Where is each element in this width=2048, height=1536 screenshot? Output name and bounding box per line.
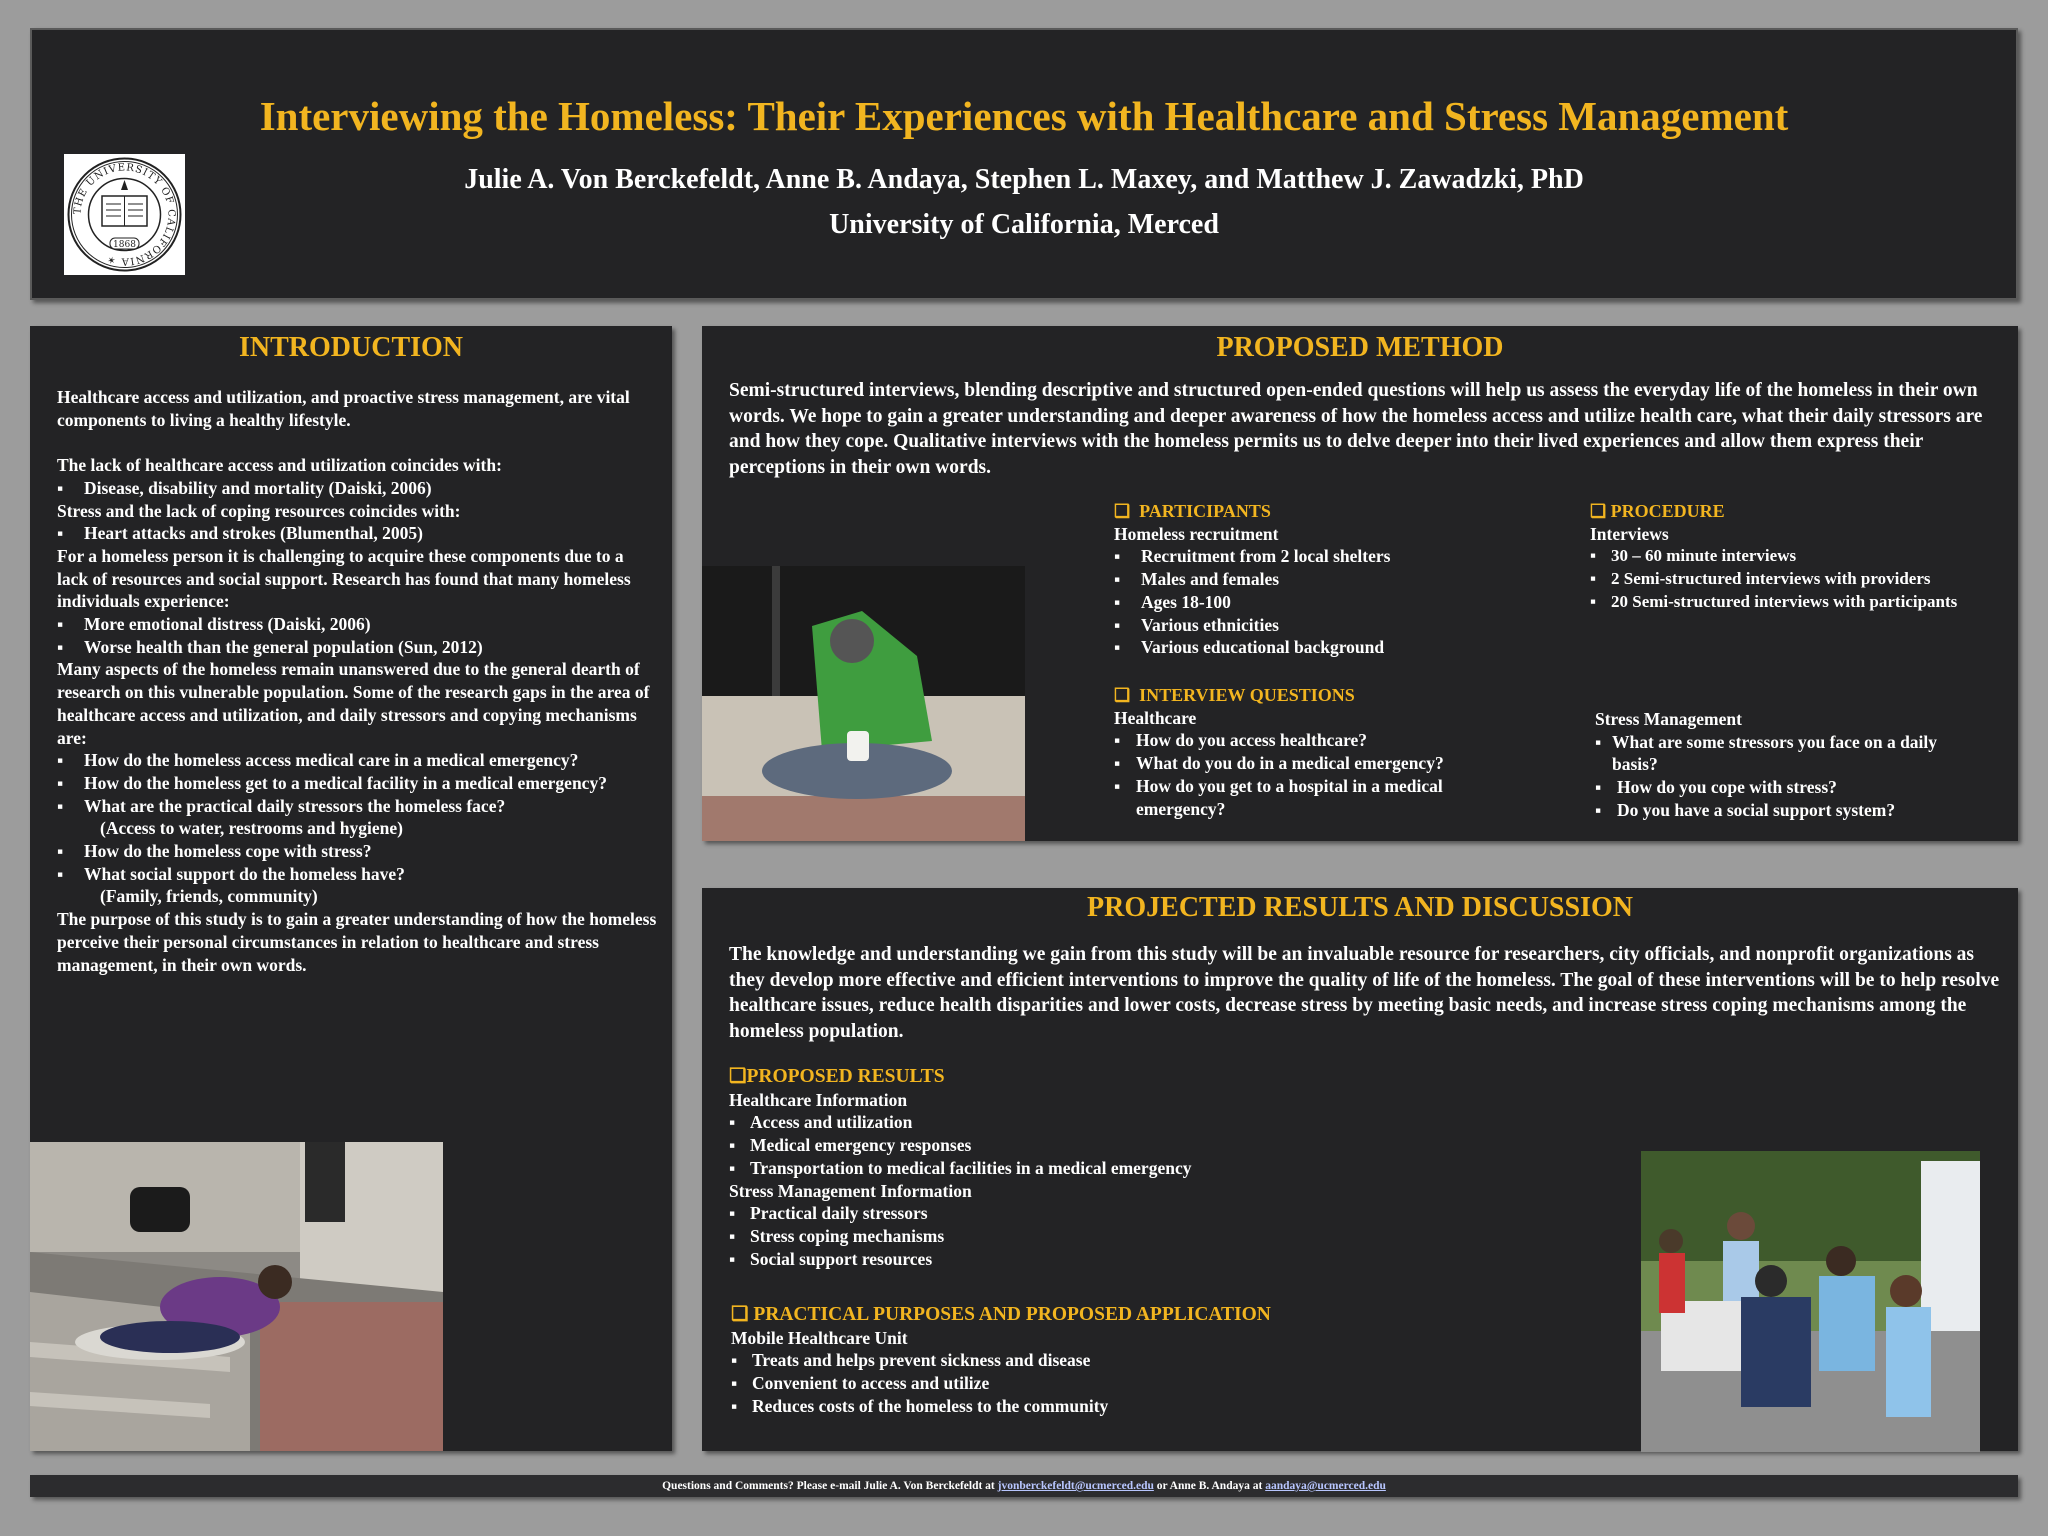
list-item: ▪ How do the homeless get to a medical facility in a medical emergency? [57,772,657,795]
list-item: ▪ How do you get to a hospital in a medical emergency? [1114,775,1496,820]
proposed-method-panel [702,326,2018,841]
stress-questions-block [1595,708,1975,822]
list-item: ▪ Do you have a social support system? [1595,799,1975,822]
method-description: Semi-structured interviews, blending descriptive and structured open-ended questions will help us assess the everyday life of the homeless in their own words. We hope to gain a greater understanding and deeper awareness of how the homeless access and utilize health care, what their daily stressors are and how they cope. Qualitative interviews with the homeless permits us to delve deeper into their lived experiences and allow them express their perceptions in their own words. [729,380,1983,478]
stress-questions-list [1595,731,1975,822]
email-link-anne[interactable]: aandaya@ucmerced.edu [1265,1480,1386,1492]
interview-questions-block [1114,684,1514,820]
checkbox-bullet-icon: ❑ [1114,501,1140,521]
list-item: ▪ Treats and helps prevent sickness and disease [731,1349,1431,1372]
procedure-label: Interviews [1590,523,1669,544]
list-item: ▪ More emotional distress (Daiski, 2006) [57,613,657,636]
list-item: ▪ Recruitment from 2 local shelters [1114,545,1514,568]
homeless-man-sleeping-photo [30,1142,443,1451]
poster-header [30,28,2018,300]
list-item: ▪ 30 – 60 minute interviews [1590,545,2010,568]
list-item: ▪ How do the homeless access medical care in a medical emergency? [57,749,657,772]
intro-paragraph: The purpose of this study is to gain a greater understanding of how the homeless perceive their personal circumstances in relation to healthcare and stress management, in their own words. [57,909,657,975]
intro-paragraph: Many aspects of the homeless remain unanswered due to the general dearth of research on this vulnerable population. Some of the research gaps in the area of healthcare access and utilization, and daily stressors and copying mechanisms are: [57,659,650,748]
procedure-block [1590,500,2010,614]
list-item: ▪ How do you access healthcare? [1114,729,1514,752]
poster-authors: Julie A. Von Berckefeldt, Anne B. Andaya, Stephen L. Maxey, and Matthew J. Zawadzki, PhD [464,164,1584,195]
list-item: ▪ What are the practical daily stressors the homeless face? [57,795,657,818]
healthcare-info-label: Healthcare Information [729,1089,908,1110]
practical-purposes-block [731,1304,1431,1418]
list-item: ▪ Transportation to medical facilities in a medical emergency [729,1157,1329,1180]
intro-paragraph: The lack of healthcare access and utilization coincides with: [57,455,502,476]
checkbox-bullet-icon: ❑ [1590,501,1611,521]
method-heading: PROPOSED METHOD [1216,332,1504,363]
email-link-julie[interactable]: jvonberckefeldt@ucmerced.edu [997,1480,1154,1492]
healthcare-info-list [729,1111,1329,1179]
mobile-unit-label: Mobile Healthcare Unit [731,1327,908,1348]
stress-info-label: Stress Management Information [729,1180,972,1201]
svg-text:1868: 1868 [113,240,136,250]
list-item: ▪ Heart attacks and strokes (Blumenthal, 2005) [57,522,657,545]
checkbox-bullet-icon: ❑ [729,1066,747,1087]
proposed-results-block [729,1066,1329,1270]
list-item: ▪ Reduces costs of the homeless to the community [731,1395,1431,1418]
list-item: ▪ Ages 18-100 [1114,591,1514,614]
list-item: ▪ How do you cope with stress? [1595,776,1975,799]
poster-title: Interviewing the Homeless: Their Experiences with Healthcare and Stress Management [259,93,1789,139]
checkbox-bullet-icon: ❑ [1114,685,1140,705]
list-item: ▪ What are some stressors you face on a daily basis? [1595,731,1942,776]
list-subnote: (Access to water, restrooms and hygiene) [100,818,403,839]
svg-text:THE UNIVERSITY OF CALIFORNIA ✶: THE UNIVERSITY OF CALIFORNIA ✶ [72,162,177,267]
results-heading: PROJECTED RESULTS AND DISCUSSION [1087,892,1633,923]
list-item: ▪ Medical emergency responses [729,1134,1329,1157]
intro-paragraph: Stress and the lack of coping resources coincides with: [57,500,461,521]
list-item: ▪ How do the homeless cope with stress? [57,840,657,863]
participants-list [1114,545,1514,659]
stress-management-label: Stress Management [1595,709,1742,729]
list-item: ▪ Practical daily stressors [729,1202,1329,1225]
footer-text: or Anne B. Andaya at [1156,1480,1263,1492]
results-description: The knowledge and understanding we gain from this study will be an invaluable resource for researchers, city officials, and nonprofit organizations as they develop more effective and efficient interventions to improve the quality of life of the homeless. The goal of these interventions will be to help resolve healthcare issues, reduce health disparities and lower costs, decrease stress by meeting basic needs, and increase stress coping mechanisms among the homeless population. [729,944,2000,1042]
poster-affiliation: University of California, Merced [829,209,1219,240]
proposed-results-heading: ❑PROPOSED RESULTS [729,1066,945,1087]
participants-heading: ❑ PARTICIPANTS [1114,501,1271,521]
healthcare-questions-list [1114,729,1514,820]
list-item: ▪ Stress coping mechanisms [729,1225,1329,1248]
list-subnote: (Family, friends, community) [100,886,318,907]
footer-text: Questions and Comments? Please e-mail Julie A. Von Berckefeldt at [662,1480,995,1492]
list-item: ▪ Males and females [1114,568,1514,591]
healthcare-label: Healthcare [1114,707,1197,728]
intro-list [57,477,657,500]
list-item: ▪ Disease, disability and mortality (Daiski, 2006) [57,477,657,500]
list-item: ▪ 20 Semi-structured interviews with participants [1590,591,2010,614]
intro-paragraph: Healthcare access and utilization, and proactive stress management, are vital components to living a healthy lifestyle. [57,387,630,430]
list-item: ▪ What social support do the homeless have? [57,863,657,886]
intro-paragraph: For a homeless person it is challenging to acquire these components due to a lack of resources and social support. Research has found that many homeless individuals experience: [57,545,631,612]
participants-label: Homeless recruitment [1114,523,1279,544]
list-item: ▪ Social support resources [729,1248,1329,1271]
introduction-heading: INTRODUCTION [238,332,464,363]
intro-list [57,749,657,908]
introduction-panel [30,326,672,1451]
projected-results-panel [702,888,2018,1451]
procedure-heading: ❑ PROCEDURE [1590,501,1725,521]
homeless-person-sitting-photo [702,566,1025,841]
list-item: ▪ Worse health than the general population (Sun, 2012) [57,636,657,659]
poster-footer [30,1475,2018,1497]
list-item: ▪ Access and utilization [729,1111,1329,1134]
stress-info-list [729,1202,1329,1270]
mobile-healthcare-unit-photo [1641,1151,1980,1452]
participants-block [1114,500,1514,659]
intro-list [57,613,657,658]
checkbox-bullet-icon: ❑ [731,1304,754,1325]
practical-list [731,1349,1431,1417]
list-item: ▪ Various educational background [1114,636,1514,659]
practical-purposes-heading: ❑ PRACTICAL PURPOSES AND PROPOSED APPLICATION [731,1304,1271,1325]
interview-questions-heading: ❑ INTERVIEW QUESTIONS [1114,685,1355,705]
list-item: ▪ Various ethnicities [1114,614,1514,637]
intro-list [57,522,657,545]
list-item: ▪ 2 Semi-structured interviews with providers [1590,568,2010,591]
introduction-body [57,386,657,999]
list-item: ▪ Convenient to access and utilize [731,1372,1431,1395]
list-item: ▪ What do you do in a medical emergency? [1114,752,1514,775]
procedure-list [1590,545,2010,613]
